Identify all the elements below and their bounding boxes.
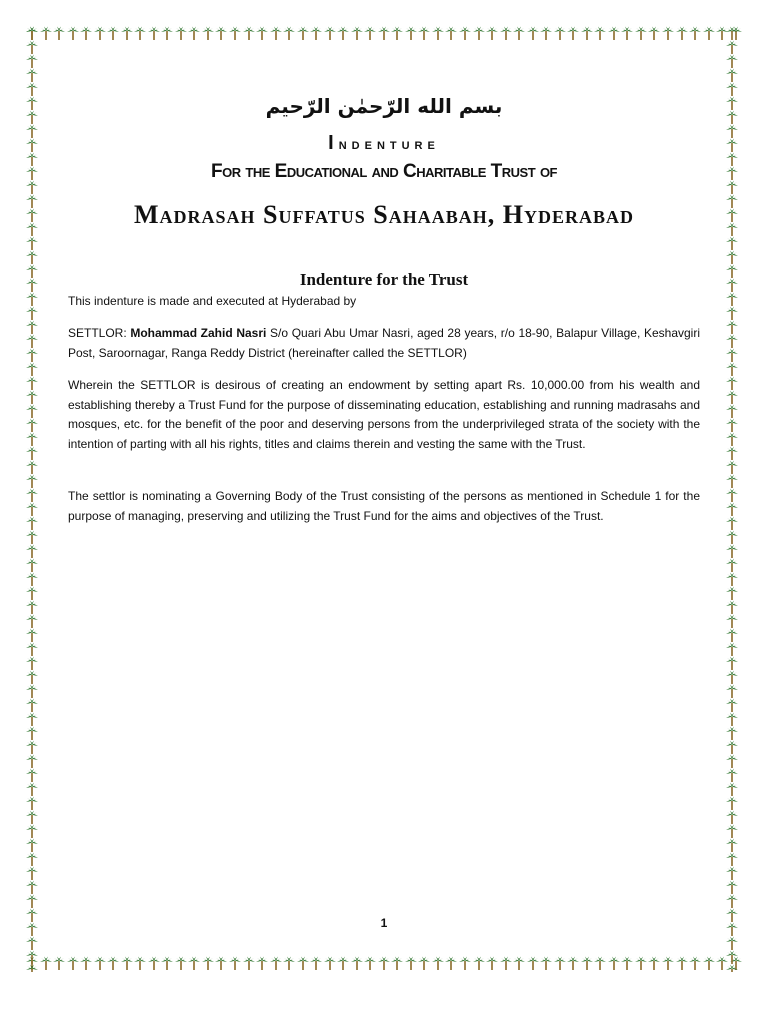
palm-tree-icon <box>648 956 660 970</box>
palm-tree-icon <box>351 956 363 970</box>
trust-subheading: For the Educational and Charitable Trust of <box>211 161 557 182</box>
palm-tree-icon <box>26 362 38 376</box>
palm-tree-icon <box>26 810 38 824</box>
palm-tree-icon <box>500 956 512 970</box>
palm-tree-icon <box>121 26 133 40</box>
palm-tree-icon <box>26 292 38 306</box>
palm-tree-icon <box>459 956 471 970</box>
palm-tree-icon <box>26 474 38 488</box>
palm-tree-icon <box>635 956 647 970</box>
palm-tree-icon <box>726 572 738 586</box>
palm-tree-icon <box>405 956 417 970</box>
palm-tree-icon <box>94 956 106 970</box>
palm-tree-icon <box>726 754 738 768</box>
palm-tree-icon <box>676 26 688 40</box>
palm-tree-icon <box>726 488 738 502</box>
palm-tree-icon <box>726 460 738 474</box>
palm-tree-icon <box>26 502 38 516</box>
palm-tree-icon <box>726 68 738 82</box>
palm-tree-icon <box>459 26 471 40</box>
palm-tree-icon <box>26 768 38 782</box>
palm-tree-icon <box>202 956 214 970</box>
palm-tree-icon <box>635 26 647 40</box>
bismillah-invocation: بسم الله الرّحمٰن الرّحيم <box>265 94 503 118</box>
palm-tree-icon <box>26 852 38 866</box>
palm-tree-icon <box>554 956 566 970</box>
palm-tree-icon <box>283 26 295 40</box>
palm-tree-icon <box>432 26 444 40</box>
palm-tree-icon <box>26 236 38 250</box>
palm-tree-icon <box>26 754 38 768</box>
palm-tree-icon <box>26 698 38 712</box>
madrasah-title: Madrasah Suffatus Sahaabah, Hyderabad <box>133 200 635 229</box>
palm-tree-icon <box>581 956 593 970</box>
palm-tree-icon <box>726 54 738 68</box>
palm-tree-icon <box>26 530 38 544</box>
palm-tree-icon <box>26 572 38 586</box>
palm-tree-icon <box>337 956 349 970</box>
palm-tree-icon <box>26 712 38 726</box>
palm-tree-icon <box>726 712 738 726</box>
palm-tree-icon <box>726 306 738 320</box>
palm-tree-icon <box>726 600 738 614</box>
settlor-details: S/o Quari Abu Umar Nasri, aged 28 years, r/o 18-90, Balapur Village, Keshavgiri Post, Saroornagar, Ranga Reddy District (hereinafter called the SETTLOR) <box>68 326 700 360</box>
palm-tree-icon <box>26 418 38 432</box>
palm-tree-icon <box>726 810 738 824</box>
palm-tree-icon <box>648 26 660 40</box>
palm-tree-icon <box>445 26 457 40</box>
palm-tree-icon <box>26 628 38 642</box>
palm-tree-icon <box>621 26 633 40</box>
palm-tree-icon <box>726 446 738 460</box>
palm-tree-icon <box>527 956 539 970</box>
palm-tree-icon <box>26 320 38 334</box>
palm-tree-icon <box>26 880 38 894</box>
palm-tree-icon <box>726 418 738 432</box>
palm-tree-icon <box>513 956 525 970</box>
palm-tree-icon <box>726 950 738 964</box>
palm-tree-icon <box>53 26 65 40</box>
palm-tree-icon <box>175 26 187 40</box>
palm-tree-icon <box>513 26 525 40</box>
palm-tree-icon <box>26 446 38 460</box>
palm-tree-icon <box>310 956 322 970</box>
palm-tree-icon <box>26 740 38 754</box>
palm-tree-icon <box>726 670 738 684</box>
palm-tree-icon <box>26 824 38 838</box>
palm-tree-icon <box>26 306 38 320</box>
palm-tree-icon <box>134 26 146 40</box>
palm-tree-icon <box>726 726 738 740</box>
palm-tree-icon <box>726 544 738 558</box>
palm-tree-icon <box>229 956 241 970</box>
palm-tree-icon <box>364 956 376 970</box>
palm-tree-icon <box>215 26 227 40</box>
palm-tree-icon <box>26 600 38 614</box>
palm-tree-icon <box>53 956 65 970</box>
palm-tree-icon <box>689 956 701 970</box>
palm-tree-icon <box>726 474 738 488</box>
palm-tree-icon <box>391 26 403 40</box>
paragraph-endowment: Wherein the SETTLOR is desirous of creating an endowment by setting apart Rs. 10,000.00 from his wealth and establishing thereby a Trust Fund for the purpose of disseminating education, establishing and running madrasahs and mosques, etc. for the benefit of the poor and deserving persons from the underprivileged strata of the society with the intention of parting with all his rights, titles and claims therein and vesting the same with the Trust. <box>68 378 700 451</box>
palm-tree-icon <box>527 26 539 40</box>
palm-tree-icon <box>107 26 119 40</box>
palm-tree-icon <box>188 956 200 970</box>
palm-tree-icon <box>26 460 38 474</box>
palm-tree-icon <box>26 782 38 796</box>
palm-tree-icon <box>432 956 444 970</box>
palm-tree-icon <box>726 880 738 894</box>
settlor-name: Mohammad Zahid Nasri <box>130 326 267 340</box>
palm-tree-icon <box>256 26 268 40</box>
palm-tree-icon <box>148 956 160 970</box>
palm-tree-icon <box>473 26 485 40</box>
palm-tree-icon <box>297 26 309 40</box>
palm-tree-icon <box>418 26 430 40</box>
palm-tree-icon <box>26 40 38 54</box>
palm-tree-icon <box>726 502 738 516</box>
palm-tree-icon <box>26 26 38 40</box>
palm-tree-icon <box>540 956 552 970</box>
palm-tree-icon <box>270 956 282 970</box>
palm-tree-icon <box>726 250 738 264</box>
palm-tree-icon <box>67 26 79 40</box>
palm-tree-icon <box>726 348 738 362</box>
palm-tree-icon <box>256 956 268 970</box>
palm-tree-icon <box>405 26 417 40</box>
palm-tree-icon <box>107 956 119 970</box>
palm-tree-icon <box>26 68 38 82</box>
palm-tree-icon <box>567 956 579 970</box>
palm-tree-icon <box>351 26 363 40</box>
palm-tree-icon <box>726 320 738 334</box>
palm-tree-icon <box>26 950 38 964</box>
palm-tree-icon <box>726 390 738 404</box>
palm-tree-icon <box>726 684 738 698</box>
palm-tree-icon <box>473 956 485 970</box>
palm-tree-icon <box>662 956 674 970</box>
heading-initial: I <box>328 132 339 154</box>
palm-tree-icon <box>243 26 255 40</box>
palm-tree-icon <box>26 838 38 852</box>
palm-tree-icon <box>726 40 738 54</box>
palm-tree-icon <box>726 26 738 40</box>
palm-tree-icon <box>486 956 498 970</box>
palm-tree-icon <box>726 628 738 642</box>
palm-tree-icon <box>121 956 133 970</box>
palm-tree-icon <box>283 956 295 970</box>
palm-tree-icon <box>594 956 606 970</box>
palm-tree-icon <box>26 964 38 972</box>
palm-tree-icon <box>540 26 552 40</box>
palm-tree-icon <box>26 54 38 68</box>
palm-tree-icon <box>26 558 38 572</box>
palm-tree-icon <box>445 956 457 970</box>
palm-tree-icon <box>418 956 430 970</box>
palm-tree-icon <box>486 26 498 40</box>
palm-tree-icon <box>148 26 160 40</box>
palm-tree-icon <box>94 26 106 40</box>
palm-tree-icon <box>80 26 92 40</box>
palm-tree-icon <box>378 26 390 40</box>
palm-tree-icon <box>26 894 38 908</box>
palm-tree-icon <box>726 362 738 376</box>
palm-tree-icon <box>26 656 38 670</box>
palm-tree-icon <box>80 956 92 970</box>
palm-tree-icon <box>26 642 38 656</box>
palm-tree-icon <box>726 838 738 852</box>
palm-tree-icon <box>676 956 688 970</box>
palm-tree-icon <box>500 26 512 40</box>
palm-tree-icon <box>567 26 579 40</box>
palm-tree-icon <box>26 726 38 740</box>
palm-tree-icon <box>391 956 403 970</box>
palm-tree-icon <box>726 656 738 670</box>
palm-tree-icon <box>726 698 738 712</box>
indenture-heading <box>0 132 768 155</box>
palm-tree-icon <box>726 558 738 572</box>
palm-tree-icon <box>26 516 38 530</box>
palm-tree-icon <box>594 26 606 40</box>
palm-tree-icon <box>26 796 38 810</box>
palm-tree-icon <box>175 956 187 970</box>
palm-tree-icon <box>67 956 79 970</box>
palm-tree-icon <box>608 26 620 40</box>
palm-tree-icon <box>243 956 255 970</box>
palm-tree-icon <box>726 642 738 656</box>
palm-tree-icon <box>364 26 376 40</box>
palm-tree-icon <box>703 956 715 970</box>
palm-tree-icon <box>202 26 214 40</box>
palm-tree-icon <box>26 250 38 264</box>
palm-tree-icon <box>608 956 620 970</box>
palm-tree-icon <box>270 26 282 40</box>
palm-tree-icon <box>161 956 173 970</box>
palm-tree-icon <box>337 26 349 40</box>
palm-tree-icon <box>703 26 715 40</box>
palm-tree-icon <box>26 432 38 446</box>
palm-tree-icon <box>310 26 322 40</box>
palm-tree-icon <box>324 956 336 970</box>
palm-tree-icon <box>229 26 241 40</box>
palm-tree-icon <box>726 516 738 530</box>
palm-tree-icon <box>26 544 38 558</box>
palm-tree-icon <box>726 236 738 250</box>
paragraph-executed-at: This indenture is made and executed at Hyderabad by <box>68 294 357 308</box>
palm-tree-icon <box>26 348 38 362</box>
heading-rest: ndenture <box>338 136 440 153</box>
palm-tree-icon <box>726 530 738 544</box>
border-bottom <box>26 956 742 972</box>
palm-tree-icon <box>726 614 738 628</box>
palm-tree-icon <box>26 684 38 698</box>
palm-tree-icon <box>161 26 173 40</box>
palm-tree-icon <box>26 404 38 418</box>
palm-tree-icon <box>26 936 38 950</box>
palm-tree-icon <box>581 26 593 40</box>
palm-tree-icon <box>726 894 738 908</box>
palm-tree-icon <box>26 866 38 880</box>
palm-tree-icon <box>378 956 390 970</box>
page-number: 1 <box>380 916 388 930</box>
palm-tree-icon <box>726 796 738 810</box>
palm-tree-icon <box>26 488 38 502</box>
section-title: Indenture for the Trust <box>299 270 469 289</box>
palm-tree-icon <box>726 866 738 880</box>
palm-tree-icon <box>297 956 309 970</box>
palm-tree-icon <box>726 334 738 348</box>
palm-tree-icon <box>621 956 633 970</box>
palm-tree-icon <box>26 376 38 390</box>
palm-tree-icon <box>554 26 566 40</box>
palm-tree-icon <box>726 768 738 782</box>
palm-tree-icon <box>134 956 146 970</box>
palm-tree-icon <box>726 964 738 972</box>
palm-tree-icon <box>726 782 738 796</box>
palm-tree-icon <box>726 852 738 866</box>
settlor-label: SETTLOR: <box>68 326 131 340</box>
palm-tree-icon <box>324 26 336 40</box>
palm-tree-icon <box>726 824 738 838</box>
palm-tree-icon <box>215 956 227 970</box>
palm-tree-icon <box>26 670 38 684</box>
palm-tree-icon <box>726 432 738 446</box>
palm-tree-icon <box>726 292 738 306</box>
palm-tree-icon <box>726 586 738 600</box>
palm-tree-icon <box>26 390 38 404</box>
palm-tree-icon <box>726 376 738 390</box>
border-top <box>26 26 742 42</box>
palm-tree-icon <box>726 936 738 950</box>
palm-tree-icon <box>26 586 38 600</box>
palm-tree-icon <box>26 334 38 348</box>
paragraph-governing-body: The settlor is nominating a Governing Body of the Trust consisting of the persons as mentioned in Schedule 1 for the purpose of managing, preserving and utilizing the Trust Fund for the aims and objectives of the Trust. <box>68 489 700 523</box>
palm-tree-icon <box>188 26 200 40</box>
palm-tree-icon <box>26 614 38 628</box>
palm-tree-icon <box>726 740 738 754</box>
palm-tree-icon <box>662 26 674 40</box>
palm-tree-icon <box>726 404 738 418</box>
palm-tree-icon <box>689 26 701 40</box>
paragraph-settlor <box>68 324 700 363</box>
